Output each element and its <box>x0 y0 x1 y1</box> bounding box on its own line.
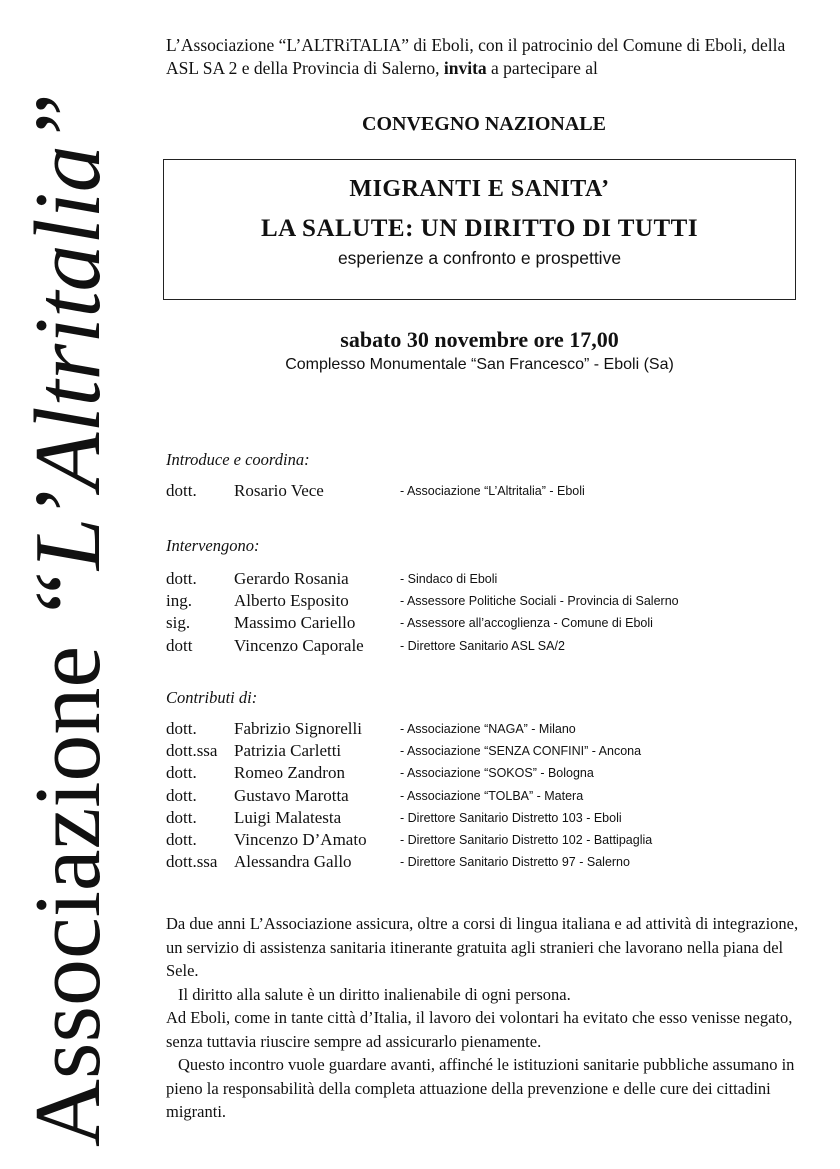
speaker-title: dott. <box>166 481 197 500</box>
speaker-role: - Associazione “NAGA” - Milano <box>400 722 576 736</box>
conference-type: CONVEGNO NAZIONALE <box>362 113 606 135</box>
speaker-title: ing. <box>166 591 192 610</box>
side-title-text <box>16 92 120 1148</box>
speaker-title: dott <box>166 636 193 655</box>
speaker-name: Massimo Cariello <box>234 613 356 632</box>
speaker-row <box>166 719 826 741</box>
title-box <box>163 159 796 300</box>
speaker-row <box>166 613 826 635</box>
speaker-role: - Assessore all’accoglienza - Comune di Eboli <box>400 616 653 630</box>
speaker-title: dott. <box>166 719 197 738</box>
speaker-row <box>166 636 826 658</box>
speaker-name: Luigi Malatesta <box>234 808 342 827</box>
speaker-row <box>166 569 826 591</box>
speaker-name: Patrizia Carletti <box>234 741 342 760</box>
title-line1: MIGRANTI E SANITA’ <box>349 176 610 202</box>
speaker-role: - Direttore Sanitario Distretto 97 - Salerno <box>400 855 630 869</box>
intro-part2: a partecipare al <box>486 58 598 78</box>
section-label-introduce: Introduce e coordina: <box>166 450 310 469</box>
speaker-title: dott. <box>166 830 197 849</box>
paragraph: Il diritto alla salute è un diritto inalienabile di ogni persona. <box>178 984 571 1004</box>
title-line2: LA SALUTE: UN DIRITTO DI TUTTI <box>260 215 699 242</box>
speaker-row <box>166 786 826 808</box>
speaker-title: dott. <box>166 569 197 588</box>
speaker-row <box>166 852 826 874</box>
side-title-prefix: Associazione <box>16 622 120 1148</box>
section-label-intervengono: Intervengono: <box>166 536 260 555</box>
paragraph: Ad Eboli, come in tante città d’Italia, il lavoro dei volontari ha evitato che esso venisse negato, senza tuttavia riuscire sempre ad assicurarlo pienamente. <box>166 1008 793 1051</box>
speaker-name: Alberto Esposito <box>234 591 349 610</box>
description-text <box>166 912 802 1124</box>
speaker-title: dott.ssa <box>166 741 218 760</box>
speaker-role: - Associazione “SOKOS” - Bologna <box>400 766 594 780</box>
speaker-name: Fabrizio Signorelli <box>234 719 362 738</box>
speaker-role: - Assessore Politiche Sociali - Provincia di Salerno <box>400 594 679 608</box>
speaker-name: Gustavo Marotta <box>234 786 349 805</box>
side-title-italic: “L’Altritalia” <box>16 92 120 623</box>
speaker-role: - Sindaco di Eboli <box>400 572 498 586</box>
speaker-name: Rosario Vece <box>234 481 324 500</box>
speaker-name: Alessandra Gallo <box>234 852 352 871</box>
intro-text <box>166 34 816 80</box>
speaker-role: - Direttore Sanitario ASL SA/2 <box>400 639 565 653</box>
speaker-name: Romeo Zandron <box>234 763 345 782</box>
intro-part1: L’Associazione “L’ALTRiTALIA” di Eboli, con il patrocinio del Comune di Eboli, della ASL SA 2 e della Provincia di Salerno, <box>166 35 786 78</box>
speaker-row <box>166 830 826 852</box>
speaker-role: - Direttore Sanitario Distretto 103 - Eboli <box>400 811 622 825</box>
speaker-name: Gerardo Rosania <box>234 569 349 588</box>
speaker-role: - Direttore Sanitario Distretto 102 - Battipaglia <box>400 833 653 847</box>
speaker-title: sig. <box>166 613 191 632</box>
event-venue: Complesso Monumentale “San Francesco” - Eboli (Sa) <box>285 356 674 373</box>
side-title <box>16 40 120 1148</box>
speaker-title: dott. <box>166 808 197 827</box>
speaker-row <box>166 591 826 613</box>
paragraph: Da due anni L’Associazione assicura, oltre a corsi di lingua italiana e ad attività di integrazione, un servizio di assistenza sanitaria itinerante gratuita agli stranieri che lavorano nella piana del Sele. <box>166 914 799 980</box>
intro-bold: invita <box>443 58 487 78</box>
speaker-role: - Associazione “SENZA CONFINI” - Ancona <box>400 744 642 758</box>
speaker-row <box>166 763 826 785</box>
speaker-row <box>166 741 826 763</box>
event-date: sabato 30 novembre ore 17,00 <box>340 327 619 352</box>
title-subtitle: esperienze a confronto e prospettive <box>337 248 622 268</box>
speaker-row <box>166 481 826 503</box>
speaker-title: dott. <box>166 786 197 805</box>
speaker-row <box>166 808 826 830</box>
speaker-role: - Associazione “L’Altritalia” - Eboli <box>400 484 585 498</box>
speaker-title: dott.ssa <box>166 852 218 871</box>
speaker-name: Vincenzo Caporale <box>234 636 364 655</box>
speaker-role: - Associazione “TOLBA” - Matera <box>400 789 584 803</box>
section-label-contributi: Contributi di: <box>166 688 258 707</box>
speaker-name: Vincenzo D’Amato <box>234 830 367 849</box>
paragraph: Questo incontro vuole guardare avanti, affinché le istituzioni sanitarie pubbliche assumano in pieno la responsabilità della completa attuazione della prevenzione e delle cure dei cittadini migranti. <box>166 1055 795 1121</box>
speaker-title: dott. <box>166 763 197 782</box>
